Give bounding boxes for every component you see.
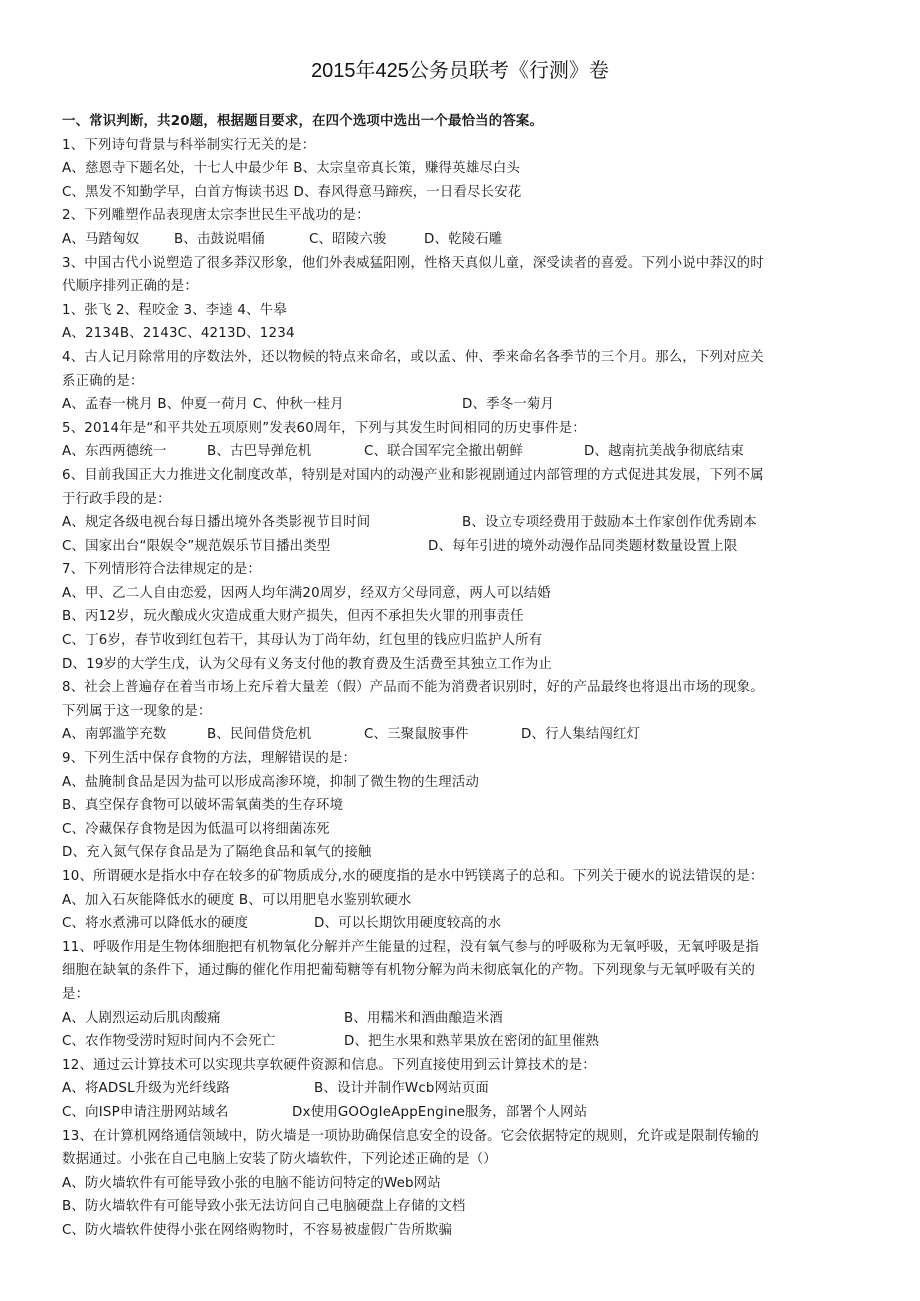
line-text: 数据通过。小张在自己电脑上安装了防火墙软件，下列论述正确的是（） bbox=[62, 1152, 497, 1168]
line-text: 是： bbox=[62, 986, 90, 1002]
answer-option: Dx使用GOOgIeAppEngine服务，部署个人网站 bbox=[292, 1104, 588, 1120]
text-line bbox=[62, 1077, 872, 1101]
line-text: 1、张飞 2、程咬金 3、李逵 4、牛皋 bbox=[62, 302, 287, 318]
answer-option: D、行人集结闯红灯 bbox=[521, 727, 641, 743]
answer-option: C、将水煮沸可以降低水的硬度 bbox=[62, 916, 249, 932]
text-line bbox=[62, 134, 872, 158]
line-text: 2、下列雕塑作品表现唐太宗李世民生平战功的是： bbox=[62, 208, 370, 224]
text-line bbox=[62, 794, 872, 818]
answer-option: B、民间借贷危机 bbox=[207, 727, 312, 743]
section-heading: 一、常识判断，共20题，根据题目要求，在四个选项中选出一个最恰当的答案。 bbox=[62, 114, 544, 129]
line-text: 3、中国古代小说塑造了很多莽汉形象，他们外表威猛阳刚，性格天真似儿童，深受读者的喜爱。下列小说中莽汉的时 bbox=[62, 255, 764, 271]
answer-option: C、向ISP申请注册网站域名 bbox=[62, 1104, 229, 1120]
text-line bbox=[62, 653, 872, 677]
text-line bbox=[62, 582, 872, 606]
line-text: 9、下列生活中保存食物的方法，理解错误的是： bbox=[62, 751, 357, 767]
line-text: A、防火墙软件有可能导致小张的电脑不能访问特定的Web网站 bbox=[62, 1175, 441, 1191]
text-line bbox=[62, 275, 872, 299]
text-line bbox=[62, 771, 872, 795]
text-line bbox=[62, 959, 872, 983]
text-line bbox=[62, 1219, 872, 1243]
answer-option: C、联合国军完全撤出朝鲜 bbox=[364, 444, 524, 460]
text-line bbox=[62, 841, 872, 865]
answer-option: B、设立专项经费用于鼓励本土作家创作优秀剧本 bbox=[462, 515, 757, 531]
text-line bbox=[62, 181, 872, 205]
text-line bbox=[62, 228, 872, 252]
line-text: 于行政手段的是： bbox=[62, 491, 171, 507]
text-line bbox=[62, 1125, 872, 1149]
line-text: B、防火墙软件有可能导致小张无法访问自己电脑硬盘上存储的文档 bbox=[62, 1199, 466, 1215]
text-line bbox=[62, 1007, 872, 1031]
line-text: 10、所谓硬水是指水中存在较多的矿物质成分,水的硬度指的是水中钙镁离子的总和。下列关于硬水的说法错误的是： bbox=[62, 869, 764, 884]
answer-option: D、越南抗美战争彻底结束 bbox=[584, 444, 745, 460]
answer-option: A、南郭滥竽充数 bbox=[62, 727, 167, 743]
answer-option: A、东西两德统一 bbox=[62, 444, 167, 460]
text-line bbox=[62, 723, 872, 747]
line-text: 8、社会上普遍存在着当市场上充斥着大量差（假）产品而不能为消费者识别时，好的产品最终也将退出市场的现象。 bbox=[62, 680, 764, 696]
answer-option: B、古巴导弹危机 bbox=[207, 444, 312, 460]
answer-option: D、季冬一菊月 bbox=[462, 397, 555, 413]
answer-option: D、每年引进的境外动漫作品同类题材数量设置上限 bbox=[428, 538, 738, 554]
text-line bbox=[62, 629, 872, 653]
line-text: 系正确的是： bbox=[62, 373, 144, 389]
line-text: C、丁6岁，春节收到红包若干，其母认为丁尚年幼，红包里的钱应归监护人所有 bbox=[62, 633, 543, 649]
line-text: A、慈恩寺下题名处，十七人中最少年 B、太宗皇帝真长策，赚得英雄尽白头 bbox=[62, 161, 521, 177]
text-line bbox=[62, 417, 872, 441]
text-line bbox=[62, 818, 872, 842]
answer-option: B、击鼓说唱俑 bbox=[174, 231, 265, 247]
line-text: D、19岁的大学生戊，认为父母有义务支付他的教育费及生活费至其独立工作为止 bbox=[62, 656, 553, 672]
answer-option: A、人剧烈运动后肌肉酸痛 bbox=[62, 1010, 221, 1026]
text-line bbox=[62, 204, 872, 228]
text-line bbox=[62, 464, 872, 488]
line-text: 4、古人记月除常用的序数法外，还以物候的特点来命名，或以孟、仲、季来命名各季节的三个月。那么，下列对应关 bbox=[62, 349, 764, 365]
document-body bbox=[62, 110, 872, 1243]
text-line bbox=[62, 393, 872, 417]
line-text: A、加入石灰能降低水的硬度 B、可以用肥皂水鉴别软硬水 bbox=[62, 892, 412, 908]
line-text: 6、目前我国正大力推进文化制度改革，特别是对国内的动漫产业和影视剧通过内部管理的方式促进其发展，下列不属 bbox=[62, 467, 764, 483]
text-line bbox=[62, 912, 872, 936]
text-line bbox=[62, 322, 872, 346]
line-text: B、丙12岁，玩火酿成火灾造成重大财产损失，但丙不承担失火罪的刑事责任 bbox=[62, 609, 524, 625]
answer-option: D、把生水果和熟苹果放在密闭的缸里催熟 bbox=[344, 1034, 600, 1050]
answer-option: C、农作物受涝时短时间内不会死亡 bbox=[62, 1034, 276, 1050]
text-line bbox=[62, 747, 872, 771]
text-line bbox=[62, 1195, 872, 1219]
answer-option: A、孟春一桃月 B、仲夏一荷月 C、仲秋一桂月 bbox=[62, 397, 344, 413]
text-line bbox=[62, 865, 872, 889]
line-text: 下列属于这一现象的是： bbox=[62, 703, 212, 719]
answer-option: C、国家出台“限娱令”规范娱乐节目播出类型 bbox=[62, 538, 331, 554]
text-line bbox=[62, 700, 872, 724]
text-line bbox=[62, 511, 872, 535]
line-text: 细胞在缺氧的条件下，通过酶的催化作用把葡萄糖等有机物分解为尚未彻底氧化的产物。下列现象与无氧呼吸有关的 bbox=[62, 963, 756, 979]
line-text: B、真空保存食物可以破坏需氧菌类的生存环境 bbox=[62, 798, 344, 814]
text-line bbox=[62, 1148, 872, 1172]
text-line bbox=[62, 157, 872, 181]
text-line bbox=[62, 558, 872, 582]
answer-option: B、用糯米和酒曲酿造米酒 bbox=[344, 1010, 503, 1026]
line-text: C、黑发不知勤学早，白首方悔读书迟 D、春风得意马蹄疾，一日看尽长安花 bbox=[62, 184, 522, 200]
line-text: C、防火墙软件使得小张在网络购物时，不容易被虚假广告所欺骗 bbox=[62, 1222, 453, 1238]
line-text: 5、2014年是“和平共处五项原则”发表60周年，下列与其发生时间相同的历史事件是： bbox=[62, 420, 586, 436]
text-line bbox=[62, 889, 872, 913]
text-line bbox=[62, 1172, 872, 1196]
line-text: 1、下列诗句背景与科举制实行无关的是： bbox=[62, 137, 316, 153]
line-text: C、冷藏保存食物是因为低温可以将细菌冻死 bbox=[62, 821, 330, 837]
line-text: 12、通过云计算技术可以实现共享软硬件资源和信息。下列直接使用到云计算技术的是： bbox=[62, 1057, 596, 1073]
line-text: 11、呼吸作用是生物体细胞把有机物氧化分解并产生能量的过程，没有氧气参与的呼吸称为无氧呼吸，无氧呼吸是指 bbox=[62, 939, 759, 955]
line-text: D、充入氮气保存食品是为了隔绝食品和氧气的接触 bbox=[62, 845, 372, 861]
answer-option: B、设计并制作Wcb网站页面 bbox=[314, 1081, 489, 1097]
text-line bbox=[62, 346, 872, 370]
text-line bbox=[62, 535, 872, 559]
line-text: 7、下列情形符合法律规定的是： bbox=[62, 562, 261, 578]
text-line bbox=[62, 1101, 872, 1125]
answer-option: A、将ADSL升级为光纤线路 bbox=[62, 1081, 230, 1097]
line-text: 13、在计算机网络通信领域中，防火墙是一项协助确保信息安全的设备。它会依据特定的规则，允许或是限制传输的 bbox=[62, 1128, 759, 1144]
document-title: 2015年425公务员联考《行测》卷 bbox=[311, 60, 609, 82]
text-line bbox=[62, 676, 872, 700]
text-line bbox=[62, 1054, 872, 1078]
answer-option: A、规定各级电视台每日播出境外各类影视节目时间 bbox=[62, 515, 371, 531]
answer-option: D、乾陵石雕 bbox=[424, 231, 503, 247]
text-line bbox=[62, 1030, 872, 1054]
answer-option: D、可以长期饮用硬度较高的水 bbox=[314, 916, 502, 932]
text-line bbox=[62, 983, 872, 1007]
line-text: A、2134B、2143C、4213D、1234 bbox=[62, 326, 295, 342]
text-line bbox=[62, 488, 872, 512]
text-line bbox=[62, 605, 872, 629]
line-text: 代顺序排列正确的是： bbox=[62, 279, 198, 295]
answer-option: C、昭陵六骏 bbox=[309, 231, 387, 247]
answer-option: A、马踏匈奴 bbox=[62, 231, 140, 247]
line-text: A、盐腌制食品是因为盐可以形成高渗环境，抑制了微生物的生理活动 bbox=[62, 774, 480, 790]
line-text: A、甲、乙二人自由恋爱，因两人均年满20周岁，经双方父母同意，两人可以结婚 bbox=[62, 585, 551, 601]
text-line bbox=[62, 299, 872, 323]
text-line bbox=[62, 440, 872, 464]
text-line bbox=[62, 252, 872, 276]
text-line bbox=[62, 370, 872, 394]
answer-option: C、三聚鼠胺事件 bbox=[364, 727, 469, 743]
text-line bbox=[62, 936, 872, 960]
